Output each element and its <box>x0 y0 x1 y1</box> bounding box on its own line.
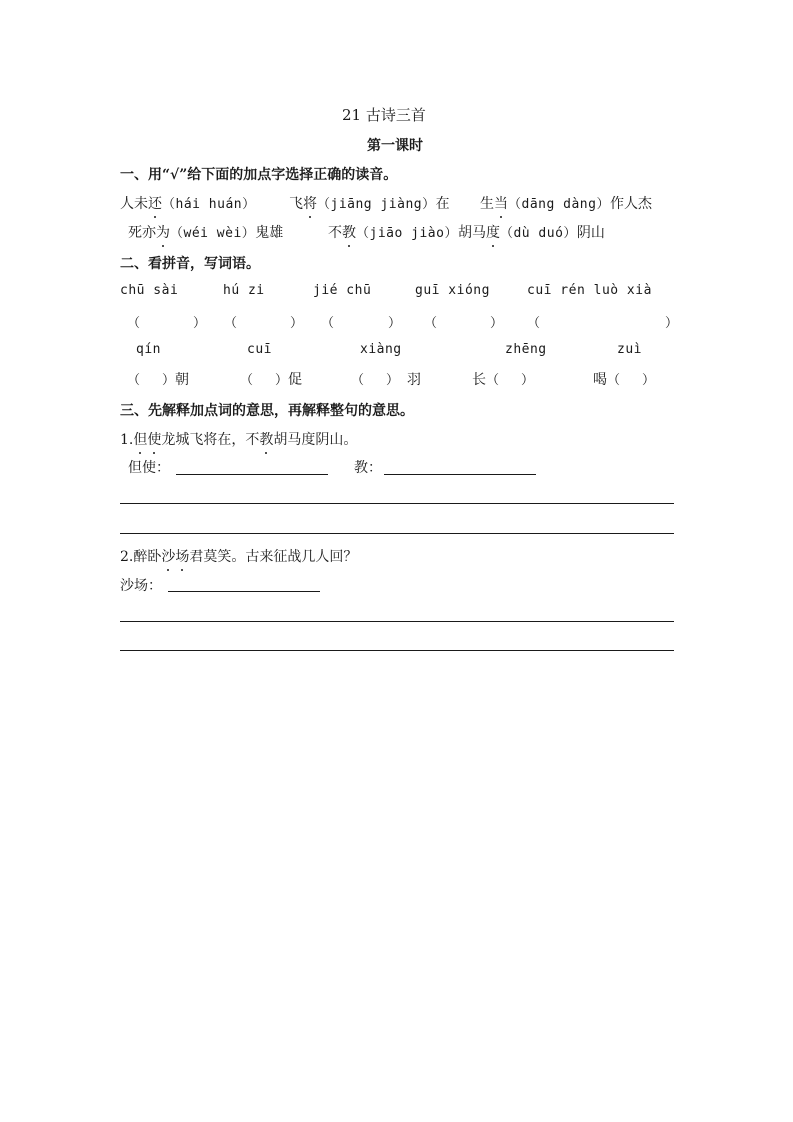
pinyin-options[interactable]: （dāng dàng） <box>508 197 610 212</box>
fill-item[interactable]: 长（ ） <box>472 372 535 388</box>
sentence-answer-line[interactable] <box>120 503 674 504</box>
dotted-char: 沙 <box>161 546 175 566</box>
answer-label: 教： <box>354 460 382 476</box>
answer-blank[interactable]: （ <box>224 316 238 331</box>
pronunciation-item: 人未还（hái huán） <box>120 193 256 213</box>
answer-blank[interactable]: （ <box>424 316 438 331</box>
pinyin-prompt: zhēng <box>505 342 547 357</box>
answer-blank[interactable]: （ <box>127 316 141 331</box>
pinyin-options[interactable]: （jiāng jiàng） <box>317 197 436 212</box>
question-1: 1.但使龙城飞将在，不教胡马度阴山。 <box>120 429 357 449</box>
pronunciation-item: 生当（dāng dàng）作人杰 <box>480 193 652 213</box>
pinyin-prompt: cuī <box>247 342 272 357</box>
answer-line-shachang[interactable] <box>168 591 320 592</box>
answer-line-danshi[interactable] <box>176 474 328 475</box>
sentence-answer-line[interactable] <box>120 650 674 651</box>
answer-blank[interactable]: （ <box>527 316 541 331</box>
pinyin-options[interactable]: （dù duó） <box>499 226 577 241</box>
pinyin-prompt: cuī rén luò xià <box>527 283 652 298</box>
sentence-answer-line[interactable] <box>120 533 674 534</box>
pinyin-prompt: hú zi <box>223 283 265 298</box>
answer-blank[interactable]: （ <box>321 316 335 331</box>
question-2: 2.醉卧沙场君莫笑。古来征战几人回？ <box>120 546 357 566</box>
answer-blank[interactable]: ） <box>193 316 207 331</box>
fill-item[interactable]: 喝（ ） <box>593 372 656 388</box>
dotted-char: 当 <box>494 193 508 213</box>
dotted-char: 教 <box>342 222 356 242</box>
fill-item[interactable]: （ ）朝 <box>127 372 190 388</box>
pronunciation-item: 死亦为（wéi wèi）鬼雄 <box>128 222 283 242</box>
dotted-char: 但 <box>133 429 147 449</box>
fill-item[interactable]: （ ）促 <box>240 372 303 388</box>
answer-blank[interactable]: ） <box>388 316 402 331</box>
answer-blank[interactable]: ） <box>665 316 679 331</box>
dotted-char: 场 <box>175 546 189 566</box>
sentence-answer-line[interactable] <box>120 621 674 622</box>
section3-heading: 三、先解释加点词的意思，再解释整句的意思。 <box>120 403 414 419</box>
fill-item[interactable]: （ ） 羽 <box>351 372 422 388</box>
pronunciation-item: 不教（jiāo jiào）胡马度（dù duó）阴山 <box>328 222 605 242</box>
pinyin-prompt: chū sài <box>120 283 179 298</box>
dotted-char: 将 <box>303 193 317 213</box>
pinyin-options[interactable]: （jiāo jiào） <box>356 226 458 241</box>
answer-blank[interactable]: ） <box>490 316 504 331</box>
answer-line-jiao[interactable] <box>384 474 536 475</box>
pinyin-prompt: jié chū <box>313 283 372 298</box>
pinyin-prompt: xiàng <box>360 342 402 357</box>
dotted-char: 度 <box>486 222 500 242</box>
page-title: 21 古诗三首 <box>342 106 426 124</box>
pinyin-options[interactable]: （wéi wèi） <box>170 226 256 241</box>
answer-blank[interactable]: ） <box>290 316 304 331</box>
section1-heading: 一、用“√”给下面的加点字选择正确的读音。 <box>120 167 398 183</box>
dotted-char: 还 <box>148 193 162 213</box>
section2-heading: 二、看拼音，写词语。 <box>120 256 260 272</box>
answer-label: 沙场： <box>120 578 162 594</box>
answer-label: 但使： <box>128 460 170 476</box>
dotted-char: 教 <box>259 429 273 449</box>
dotted-char: 使 <box>147 429 161 449</box>
pronunciation-item: 飞将（jiāng jiàng）在 <box>289 193 450 213</box>
pinyin-options[interactable]: （hái huán） <box>162 197 256 212</box>
pinyin-prompt: zuì <box>617 342 642 357</box>
pinyin-prompt: qín <box>136 342 161 357</box>
pinyin-prompt: guī xióng <box>415 283 490 298</box>
lesson-subtitle: 第一课时 <box>367 138 423 154</box>
dotted-char: 为 <box>156 222 170 242</box>
